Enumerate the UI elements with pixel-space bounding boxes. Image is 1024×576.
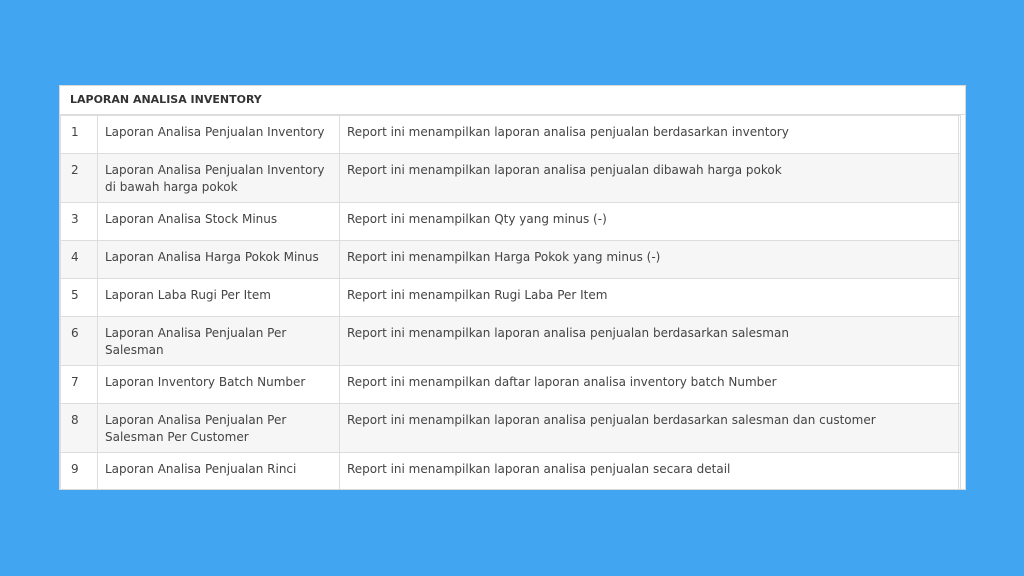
row-number: 1 [61, 116, 98, 154]
report-name: Laporan Laba Rugi Per Item [98, 279, 340, 317]
table-row [61, 279, 961, 317]
table-row [61, 154, 961, 203]
report-panel [59, 85, 966, 490]
row-number: 5 [61, 279, 98, 317]
row-number: 4 [61, 241, 98, 279]
report-name: Laporan Analisa Stock Minus [98, 203, 340, 241]
report-name: Laporan Analisa Penjualan Rinci [98, 453, 340, 491]
section-title: LAPORAN ANALISA INVENTORY [60, 86, 965, 115]
report-description: Report ini menampilkan laporan analisa penjualan berdasarkan salesman dan customer [340, 404, 961, 453]
report-name: Laporan Analisa Harga Pokok Minus [98, 241, 340, 279]
report-description: Report ini menampilkan laporan analisa penjualan dibawah harga pokok [340, 154, 961, 203]
row-number: 7 [61, 366, 98, 404]
report-table [60, 115, 961, 490]
row-number: 9 [61, 453, 98, 491]
row-number: 6 [61, 317, 98, 366]
table-row [61, 453, 961, 491]
report-name: Laporan Analisa Penjualan Inventory di bawah harga pokok [98, 154, 340, 203]
report-name: Laporan Analisa Penjualan Per Salesman [98, 317, 340, 366]
report-name: Laporan Inventory Batch Number [98, 366, 340, 404]
report-description: Report ini menampilkan Harga Pokok yang minus (-) [340, 241, 961, 279]
row-number: 3 [61, 203, 98, 241]
table-row [61, 404, 961, 453]
table-row [61, 203, 961, 241]
row-number: 8 [61, 404, 98, 453]
report-description: Report ini menampilkan Rugi Laba Per Item [340, 279, 961, 317]
right-border-line [958, 114, 959, 490]
report-description: Report ini menampilkan Qty yang minus (-) [340, 203, 961, 241]
table-row [61, 241, 961, 279]
report-description: Report ini menampilkan laporan analisa penjualan berdasarkan inventory [340, 116, 961, 154]
report-description: Report ini menampilkan laporan analisa penjualan berdasarkan salesman [340, 317, 961, 366]
report-description: Report ini menampilkan laporan analisa penjualan secara detail [340, 453, 961, 491]
report-description: Report ini menampilkan daftar laporan analisa inventory batch Number [340, 366, 961, 404]
table-row [61, 116, 961, 154]
report-name: Laporan Analisa Penjualan Per Salesman Per Customer [98, 404, 340, 453]
row-number: 2 [61, 154, 98, 203]
table-row [61, 317, 961, 366]
report-name: Laporan Analisa Penjualan Inventory [98, 116, 340, 154]
table-row [61, 366, 961, 404]
